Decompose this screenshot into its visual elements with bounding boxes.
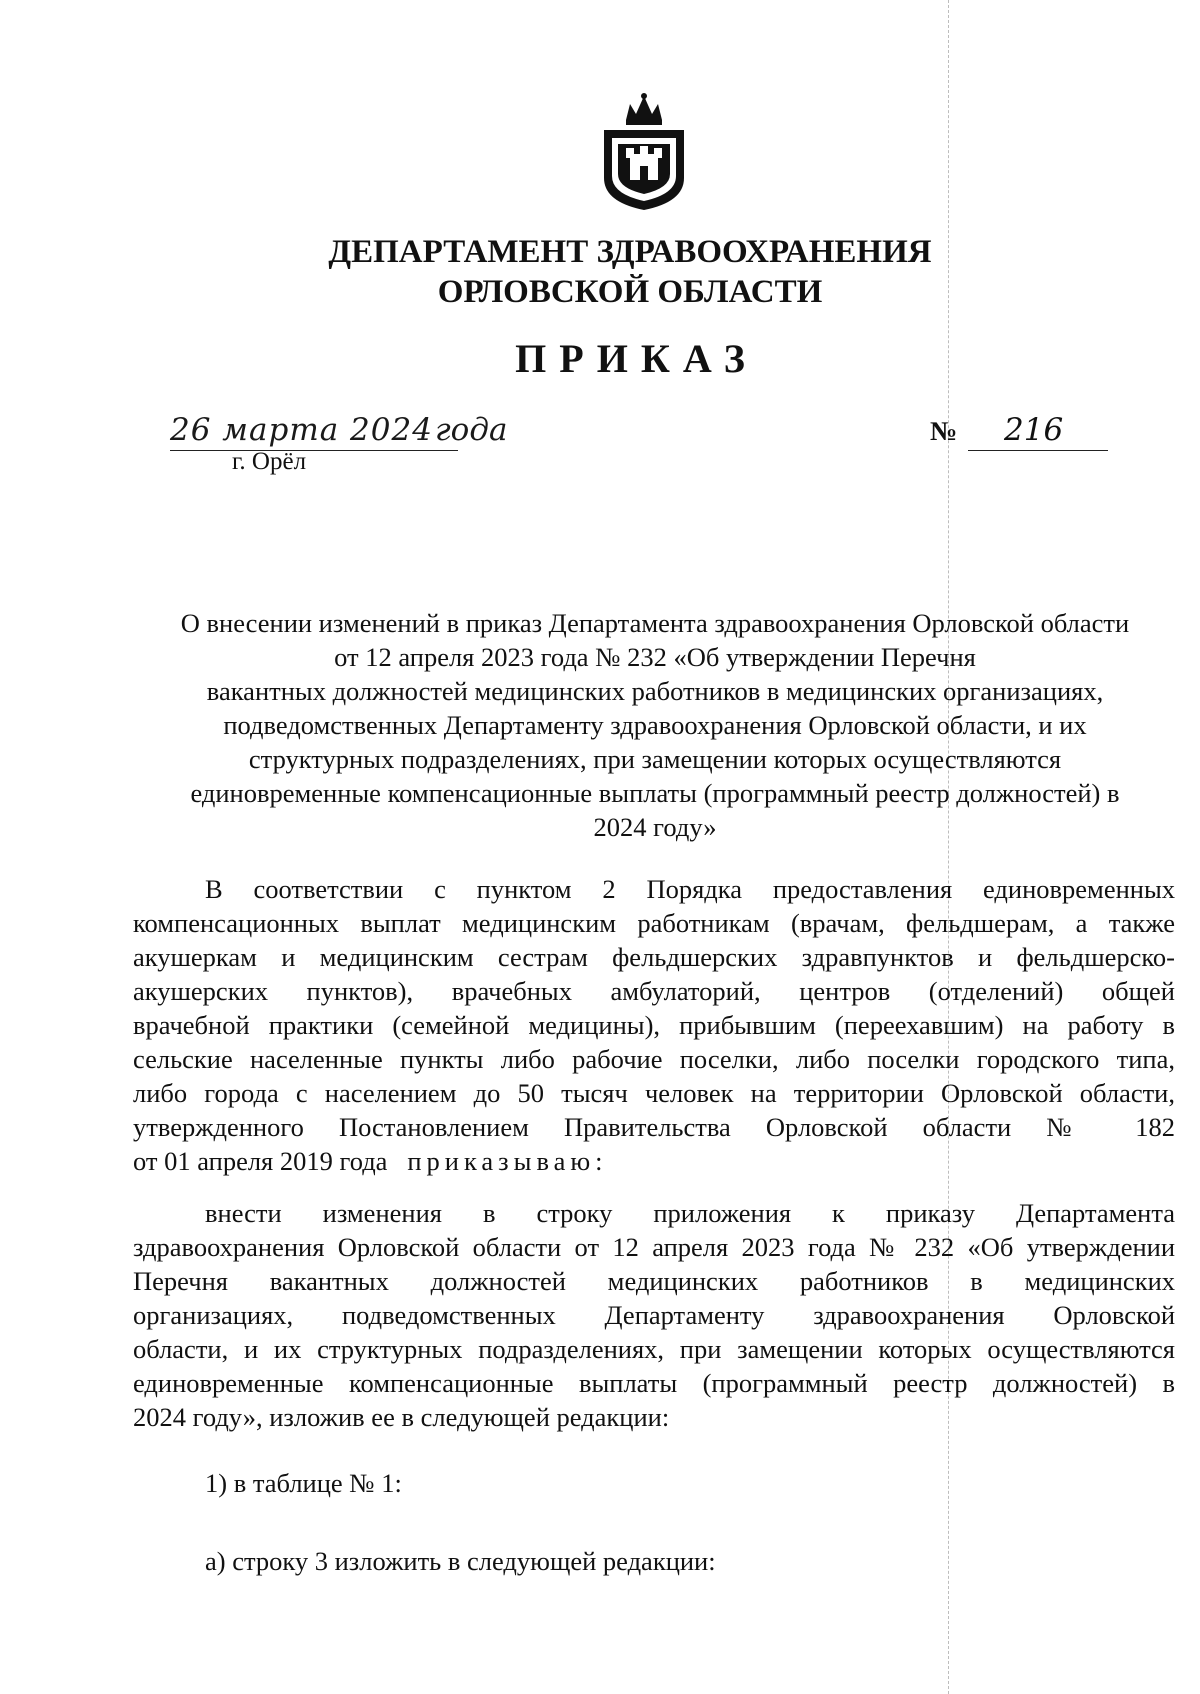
order-subject (135, 606, 1175, 844)
order-title: ПРИКАЗ (515, 336, 758, 381)
list-item-a: а) строку 3 изложить в следующей редакции: (205, 1546, 716, 1576)
department-line-2: ОРЛОВСКОЙ ОБЛАСТИ (437, 274, 823, 310)
department-line-1: ДЕПАРТАМЕНТ ЗДРАВООХРАНЕНИЯ (328, 234, 932, 270)
preamble-line: сельские населенные пункты либо рабочие поселки, либо поселки городского типа, (133, 1044, 1175, 1074)
preamble-line: акушеркам и медицинским сестрам фельдшерских здравпунктов и фельдшерско- (133, 942, 1175, 972)
subject-line: подведомственных Департаменту здравоохранения Орловской области, и их (223, 710, 1087, 740)
subject-line: 2024 году» (593, 812, 717, 842)
body-line: Перечня вакантных должностей медицинских работников в медицинских (133, 1266, 1175, 1296)
city-label: г. Орёл (232, 448, 307, 475)
body-line: 2024 году», изложив ее в следующей редакции: (133, 1402, 670, 1432)
subject-line: вакантных должностей медицинских работников в медицинских организациях, (206, 676, 1104, 706)
number-sign: № (930, 416, 958, 446)
subject-line: от 12 апреля 2023 года № 232 «Об утверждении Перечня (334, 642, 976, 672)
subject-line: О внесении изменений в приказ Департамента здравоохранения Орловской области (180, 608, 1130, 638)
body-line: единовременные компенсационные выплаты (программный реестр должностей) в (133, 1368, 1175, 1398)
coat-of-arms-icon (596, 90, 692, 212)
body-paragraph (133, 1196, 1175, 1434)
order-date-handwritten: 26 марта 2024 (170, 410, 458, 451)
preamble-line: акушерских пунктов), врачебных амбулаторий, центров (отделений) общей (133, 976, 1175, 1006)
preamble-line: компенсационных выплат медицинским работникам (врачам, фельдшерам, а также (133, 908, 1175, 938)
preamble-last-line (133, 1144, 1175, 1178)
list-item-1: 1) в таблице № 1: (205, 1468, 402, 1498)
decree-word: приказываю: (407, 1146, 608, 1176)
body-line: внести изменения в строку приложения к приказу Департамента (205, 1198, 1175, 1228)
order-number-handwritten: 216 (968, 410, 1108, 451)
preamble-paragraph (133, 872, 1175, 1178)
subject-line: структурных подразделениях, при замещении которых осуществляются (248, 744, 1062, 774)
subject-line: единовременные компенсационные выплаты (программный реестр должностей) в (190, 778, 1120, 808)
department-heading (150, 232, 1110, 312)
preamble-line: утвержденного Постановлением Правительства Орловской области № 182 (133, 1112, 1175, 1142)
preamble-line: В соответствии с пунктом 2 Порядка предоставления единовременных (205, 874, 1175, 904)
preamble-date: от 01 апреля 2019 года (133, 1146, 388, 1176)
preamble-line: либо города с населением до 50 тысяч человек на территории Орловской области, (133, 1078, 1175, 1108)
body-line: организациях, подведомственных Департаменту здравоохранения Орловской (133, 1300, 1175, 1330)
body-line: здравоохранения Орловской области от 12 апреля 2023 года № 232 «Об утверждении (133, 1232, 1175, 1262)
body-line: области, и их структурных подразделениях, при замещении которых осуществляются (133, 1334, 1175, 1364)
preamble-line: врачебной практики (семейной медицины), прибывшим (переехавшим) на работу в (133, 1010, 1175, 1040)
order-date-suffix: года (435, 412, 508, 448)
